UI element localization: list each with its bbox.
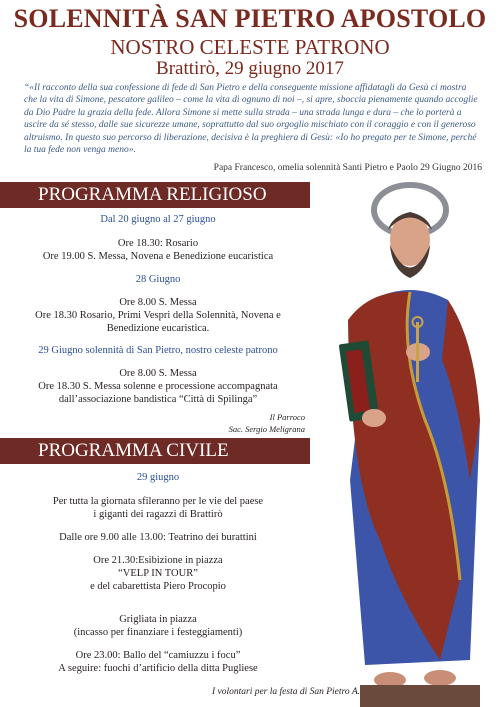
schedule-line: i giganti dei ragazzi di Brattirò (93, 509, 223, 520)
schedule-line: Ore 8.00 S. Messa (119, 368, 197, 379)
period-heading: 29 giugno (136, 472, 180, 483)
schedule-line: Ore 18.30 S. Messa solenne e processione accompagnata (38, 381, 278, 392)
schedule-line: Ore 18.30 Rosario, Primi Vespri della Solennità, Novena e (35, 310, 281, 321)
schedule-line: Ore 8.00 S. Messa (119, 297, 197, 308)
footer-signature: I volontari per la festa di San Pietro A. (211, 687, 360, 697)
schedule-line: Ore 21.30:Esibizione in piazza (93, 555, 223, 566)
period-heading: Dal 20 giugno al 27 giugno (100, 214, 216, 225)
schedule-line: dall’associazione bandistica “Città di Spilinga” (58, 394, 258, 405)
schedule-line: “VELP IN TOUR” (118, 568, 198, 579)
saint-peter-statue-image (330, 180, 500, 707)
period-heading: 29 Giugno solennità di San Pietro, nostro celeste patrono (38, 345, 278, 356)
page-subtitle: NOSTRO CELESTE PATRONO (110, 35, 390, 59)
schedule-line: e del cabarettista Piero Procopio (90, 581, 226, 592)
quote-text: “«Il racconto della sua confessione di fede di San Pietro e della conseguente missione affidatagli da Gesù ci mostra che la vita di Simone, pescatore galileo – come la vita di ognuno di noi –, si apre, sboccia pienamente quando accoglie da Dio Padre la grazia della fede. Allora Simone si mette sulla strada – una strada lunga e dura – che lo porterà a uscire da sé stesso, dalle sue sicurezze umane, soprattutto dal suo orgoglio mischiato con il coraggio e con il generoso altruismo. In questo suo percorso di liberazione, decisiva è la preghiera di Gesù: «Io ho pregato per te Simone, perché la tua fede non venga meno». (24, 83, 478, 156)
signature-role: Il Parroco (269, 412, 305, 422)
schedule-line: Ore 23.00: Ballo del “camiuzzu i focu” (75, 650, 241, 661)
schedule-line: (incasso per finanziare i festeggiamenti) (73, 627, 243, 638)
signature-name: Sac. Sergio Meligrana (228, 424, 305, 434)
place-date: Brattirò, 29 giugno 2017 (156, 58, 344, 79)
schedule-line: Ore 18.30: Rosario (117, 238, 199, 249)
schedule-line: Ore 19.00 S. Messa, Novena e Benedizione eucaristica (42, 251, 274, 262)
page-title: SOLENNITÀ SAN PIETRO APOSTOLO (13, 4, 487, 33)
schedule-line: A seguire: fuochi d’artificio della ditta Pugliese (58, 663, 258, 674)
period-heading: 28 Giugno (135, 274, 181, 285)
schedule-line: Per tutta la giornata sfileranno per le vie del paese (52, 496, 264, 507)
schedule-line: Dalle ore 9.00 alle 13.00: Teatrino dei burattini (59, 532, 257, 543)
quote-source: Papa Francesco, omelia solennità Santi Pietro e Paolo 29 Giugno 2016 (213, 163, 482, 173)
schedule-line: Benedizione eucaristica. (106, 323, 210, 334)
schedule-line: Grigliata in piazza (119, 614, 197, 625)
section-heading-civile: PROGRAMMA CIVILE (0, 438, 310, 464)
section-heading-religioso: PROGRAMMA RELIGIOSO (0, 182, 310, 208)
